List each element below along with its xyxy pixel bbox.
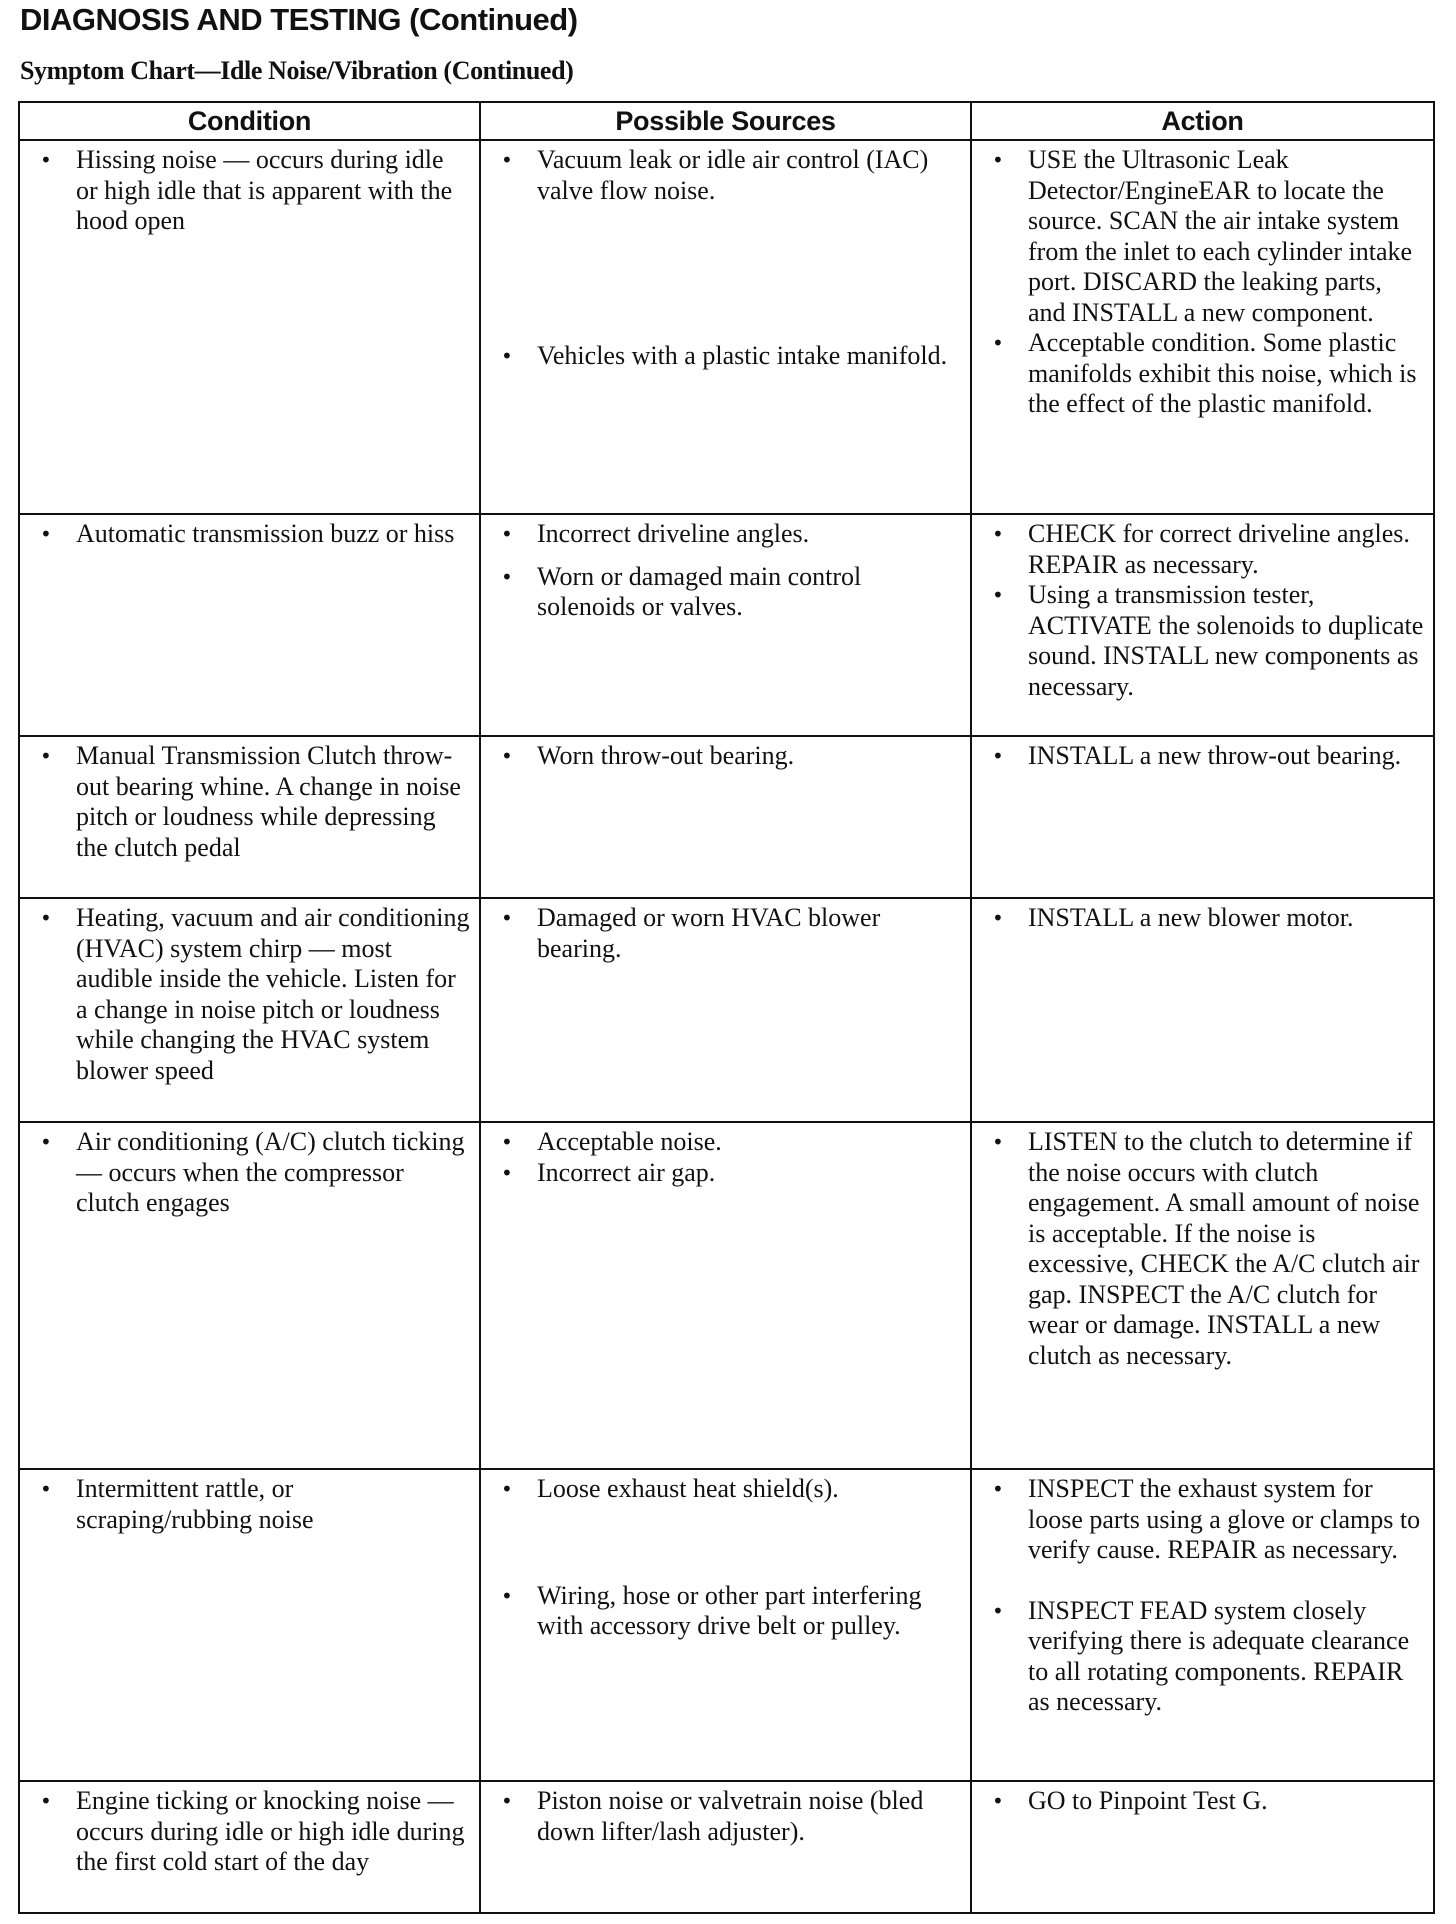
action-item: • Using a transmission tester, ACTIVATE the solenoids to duplicate sound. INSTALL new components as necessary. [986, 580, 1425, 702]
action-item: • Acceptable condition. Some plastic manifolds exhibit this noise, which is the effect of the plastic manifold. [986, 328, 1425, 420]
column-header-condition: Condition [19, 102, 480, 140]
table-row [19, 514, 1434, 736]
sources-cell [480, 1781, 971, 1913]
action-cell [971, 1122, 1434, 1469]
condition-text: • Automatic transmission buzz or hiss [34, 519, 471, 550]
action-item: • INSPECT the exhaust system for loose parts using a glove or clamps to verify cause. REPAIR as necessary. [986, 1474, 1425, 1566]
condition-text: • Hissing noise — occurs during idle or high idle that is apparent with the hood open [34, 145, 471, 237]
source-item: • Piston noise or valvetrain noise (bled down lifter/lash adjuster). [495, 1786, 962, 1847]
action-item: • INSTALL a new blower motor. [986, 903, 1425, 934]
source-item: • Loose exhaust heat shield(s). [495, 1474, 962, 1505]
table-row [19, 1469, 1434, 1781]
table-row [19, 1122, 1434, 1469]
action-cell [971, 1781, 1434, 1913]
table-row [19, 898, 1434, 1122]
source-item: • Vacuum leak or idle air control (IAC) valve flow noise. [495, 145, 962, 206]
condition-cell [19, 514, 480, 736]
sources-cell [480, 898, 971, 1122]
action-item: • CHECK for correct driveline angles. REPAIR as necessary. [986, 519, 1425, 580]
section-heading: DIAGNOSIS AND TESTING (Continued) [20, 2, 578, 37]
action-cell [971, 514, 1434, 736]
source-item: • Incorrect air gap. [495, 1158, 962, 1189]
action-cell [971, 736, 1434, 898]
condition-text: • Engine ticking or knocking noise — occurs during idle or high idle during the first cold start of the day [34, 1786, 471, 1878]
condition-text: • Heating, vacuum and air conditioning (HVAC) system chirp — most audible inside the vehicle. Listen for a change in noise pitch or loudness while changing the HVAC system blower speed [34, 903, 471, 1086]
source-item: • Acceptable noise. [495, 1127, 962, 1158]
condition-cell [19, 1781, 480, 1913]
action-cell [971, 1469, 1434, 1781]
table-row [19, 140, 1434, 514]
source-item: • Worn or damaged main control solenoids or valves. [495, 562, 962, 623]
table-row [19, 1781, 1434, 1913]
source-item: • Incorrect driveline angles. [495, 519, 962, 550]
action-cell [971, 898, 1434, 1122]
symptom-chart-table [18, 101, 1435, 1914]
condition-text: • Intermittent rattle, or scraping/rubbing noise [34, 1474, 471, 1535]
condition-cell [19, 898, 480, 1122]
sources-cell [480, 140, 971, 514]
sources-cell [480, 514, 971, 736]
table-header-row [19, 102, 1434, 140]
table-row [19, 736, 1434, 898]
action-item: • GO to Pinpoint Test G. [986, 1786, 1425, 1817]
action-item: • LISTEN to the clutch to determine if the noise occurs with clutch engagement. A small amount of noise is acceptable. If the noise is excessive, CHECK the A/C clutch air gap. INSPECT the A/C clutch for wear or damage. INSTALL a new clutch as necessary. [986, 1127, 1425, 1371]
condition-cell [19, 140, 480, 514]
action-cell [971, 140, 1434, 514]
source-item: • Worn throw-out bearing. [495, 741, 962, 772]
chart-title: Symptom Chart—Idle Noise/Vibration (Continued) [20, 56, 574, 85]
source-item: • Damaged or worn HVAC blower bearing. [495, 903, 962, 964]
action-item: • INSTALL a new throw-out bearing. [986, 741, 1425, 772]
action-item: • INSPECT FEAD system closely verifying there is adequate clearance to all rotating components. REPAIR as necessary. [986, 1596, 1425, 1718]
sources-cell [480, 736, 971, 898]
condition-text: • Manual Transmission Clutch throw-out bearing whine. A change in noise pitch or loudness while depressing the clutch pedal [34, 741, 471, 863]
condition-text: • Air conditioning (A/C) clutch ticking — occurs when the compressor clutch engages [34, 1127, 471, 1219]
condition-cell [19, 736, 480, 898]
action-item: • USE the Ultrasonic Leak Detector/EngineEAR to locate the source. SCAN the air intake system from the inlet to each cylinder intake port. DISCARD the leaking parts, and INSTALL a new component. [986, 145, 1425, 328]
condition-cell [19, 1122, 480, 1469]
column-header-possible-sources: Possible Sources [480, 102, 971, 140]
source-item: • Vehicles with a plastic intake manifold. [495, 341, 962, 372]
sources-cell [480, 1122, 971, 1469]
source-item: • Wiring, hose or other part interfering with accessory drive belt or pulley. [495, 1581, 962, 1642]
column-header-action: Action [971, 102, 1434, 140]
sources-cell [480, 1469, 971, 1781]
condition-cell [19, 1469, 480, 1781]
